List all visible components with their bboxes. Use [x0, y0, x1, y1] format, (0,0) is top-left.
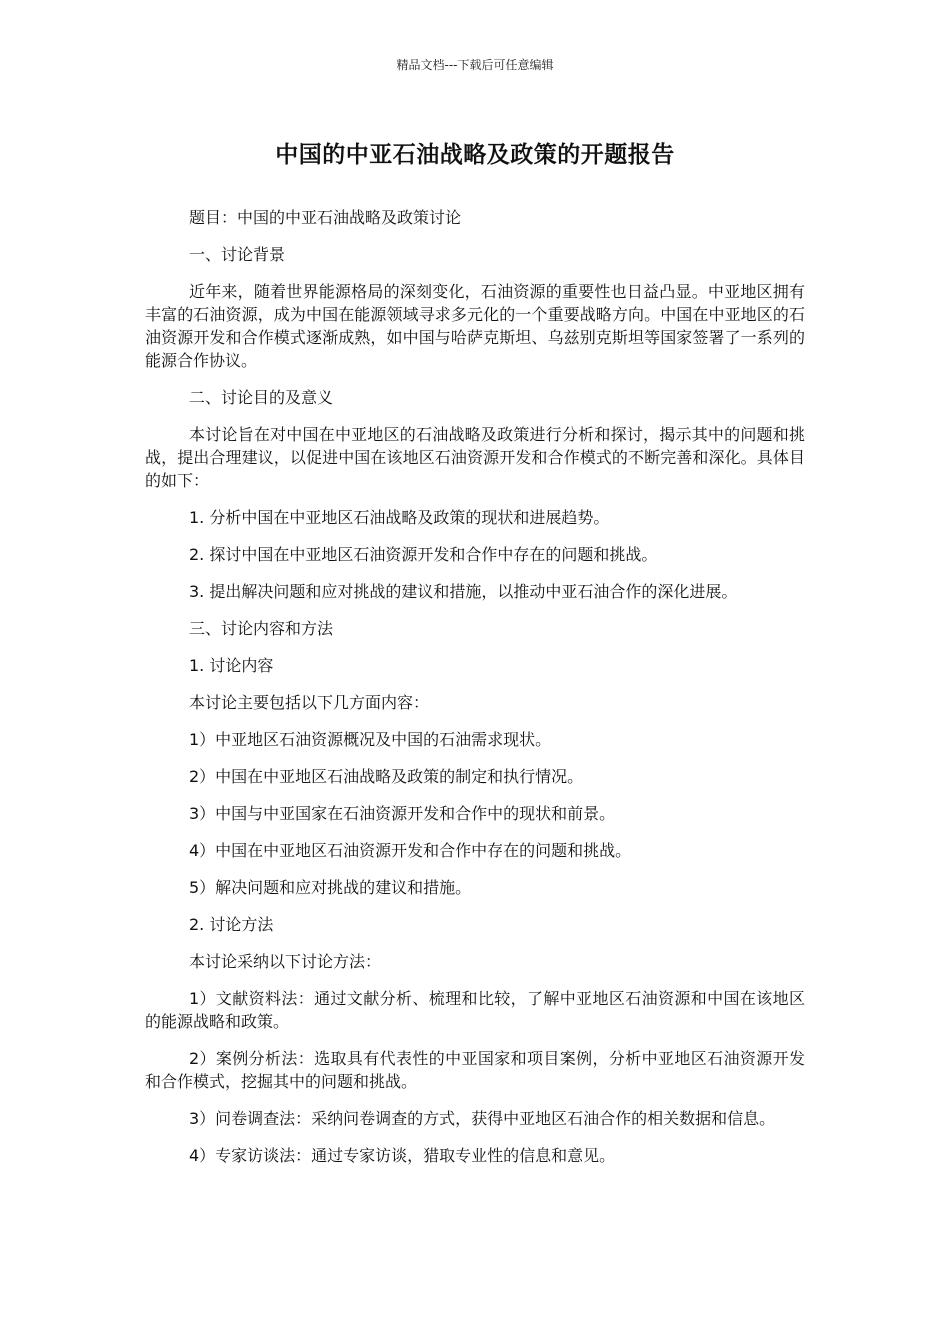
subheading-content: 1. 讨论内容 [189, 656, 274, 675]
list-item-method-4: 4）专家访谈法：通过专家访谈，猎取专业性的信息和意见。 [189, 1146, 616, 1165]
list-item-content-3: 3）中国与中亚国家在石油资源开发和合作中的现状和前景。 [189, 804, 616, 823]
list-item-purpose-3: 3. 提出解决问题和应对挑战的建议和措施，以推动中亚石油合作的深化进展。 [189, 582, 738, 601]
paragraph-topic: 题目：中国的中亚石油战略及政策讨论 [189, 208, 462, 227]
list-item-content-5: 5）解决问题和应对挑战的建议和措施。 [189, 878, 472, 897]
section-heading-purpose: 二、讨论目的及意义 [189, 388, 334, 407]
paragraph-background: 近年来，随着世界能源格局的深刻变化，石油资源的重要性也日益凸显。中亚地区拥有丰富的石油资源，成为中国在能源领域寻求多元化的一个重要战略方向。中国在中亚地区的石油资源开发和合作模式逐渐成熟，如中国与哈萨克斯坦、乌兹别克斯坦等国家签署了一系列的能源合作协议。 [145, 282, 805, 370]
list-item-method-3: 3）问卷调查法：采纳问卷调查的方式，获得中亚地区石油合作的相关数据和信息。 [189, 1109, 776, 1128]
document-body [145, 206, 805, 1181]
page-header-note: 精品文档---下载后可任意编辑 [396, 58, 554, 72]
list-item-purpose-1: 1. 分析中国在中亚地区石油战略及政策的现状和进展趋势。 [189, 508, 610, 527]
paragraph-content-intro: 本讨论主要包括以下几方面内容： [189, 693, 430, 712]
subheading-method: 2. 讨论方法 [189, 915, 274, 934]
list-item-purpose-2: 2. 探讨中国在中亚地区石油资源开发和合作中存在的问题和挑战。 [189, 545, 658, 564]
section-heading-background: 一、讨论背景 [189, 245, 286, 264]
list-item-method-2: 2）案例分析法：选取具有代表性的中亚国家和项目案例，分析中亚地区石油资源开发和合作模式，挖掘其中的问题和挑战。 [145, 1049, 805, 1091]
list-item-content-2: 2）中国在中亚地区石油战略及政策的制定和执行情况。 [189, 767, 584, 786]
list-item-method-1: 1）文献资料法：通过文献分析、梳理和比较，了解中亚地区石油资源和中国在该地区的能源战略和政策。 [145, 989, 805, 1031]
list-item-content-1: 1）中亚地区石油资源概况及中国的石油需求现状。 [189, 730, 552, 749]
paragraph-method-intro: 本讨论采纳以下讨论方法： [189, 952, 382, 971]
list-item-content-4: 4）中国在中亚地区石油资源开发和合作中存在的问题和挑战。 [189, 841, 632, 860]
document-title: 中国的中亚石油战略及政策的开题报告 [275, 142, 675, 168]
section-heading-content-method: 三、讨论内容和方法 [189, 619, 334, 638]
paragraph-purpose: 本讨论旨在对中国在中亚地区的石油战略及政策进行分析和探讨，揭示其中的问题和挑战，提出合理建议，以促进中国在该地区石油资源开发和合作模式的不断完善和深化。具体目的如下： [145, 425, 805, 490]
